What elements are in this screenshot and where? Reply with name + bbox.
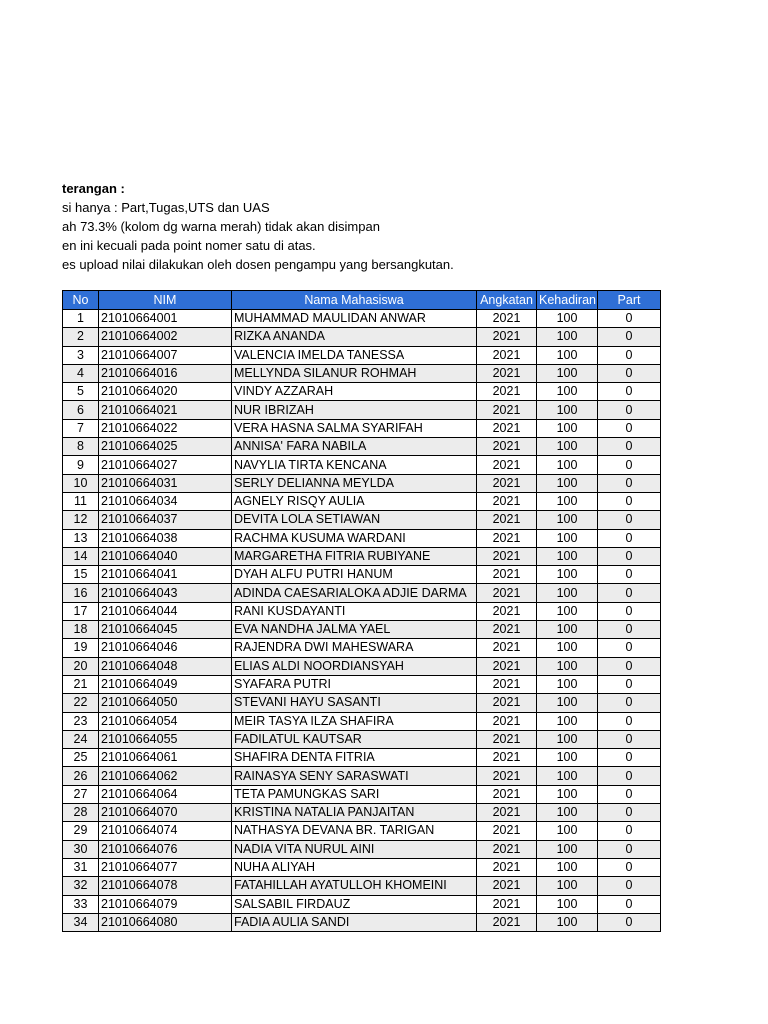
cell-nim: 21010664046 xyxy=(99,639,232,657)
cell-part: 0 xyxy=(598,822,661,840)
cell-angkatan: 2021 xyxy=(477,584,537,602)
cell-part: 0 xyxy=(598,675,661,693)
cell-nim: 21010664007 xyxy=(99,346,232,364)
cell-no: 21 xyxy=(63,675,99,693)
cell-no: 23 xyxy=(63,712,99,730)
cell-kehadiran: 100 xyxy=(537,602,598,620)
cell-no: 28 xyxy=(63,804,99,822)
cell-kehadiran: 100 xyxy=(537,639,598,657)
cell-no: 25 xyxy=(63,749,99,767)
cell-kehadiran: 100 xyxy=(537,730,598,748)
cell-nama: RAINASYA SENY SARASWATI xyxy=(232,767,477,785)
table-row xyxy=(63,566,661,584)
column-header-nim: NIM xyxy=(99,291,232,310)
cell-kehadiran: 100 xyxy=(537,767,598,785)
cell-nim: 21010664037 xyxy=(99,511,232,529)
cell-nim: 21010664064 xyxy=(99,785,232,803)
cell-kehadiran: 100 xyxy=(537,804,598,822)
cell-nim: 21010664054 xyxy=(99,712,232,730)
cell-nama: RACHMA KUSUMA WARDANI xyxy=(232,529,477,547)
table-row xyxy=(63,383,661,401)
cell-kehadiran: 100 xyxy=(537,858,598,876)
cell-no: 6 xyxy=(63,401,99,419)
cell-kehadiran: 100 xyxy=(537,547,598,565)
column-header-part: Part xyxy=(598,291,661,310)
cell-part: 0 xyxy=(598,895,661,913)
cell-nim: 21010664061 xyxy=(99,749,232,767)
table-row xyxy=(63,529,661,547)
cell-kehadiran: 100 xyxy=(537,840,598,858)
cell-kehadiran: 100 xyxy=(537,364,598,382)
cell-nim: 21010664038 xyxy=(99,529,232,547)
cell-kehadiran: 100 xyxy=(537,584,598,602)
cell-nama: MEIR TASYA ILZA SHAFIRA xyxy=(232,712,477,730)
cell-kehadiran: 100 xyxy=(537,694,598,712)
cell-angkatan: 2021 xyxy=(477,602,537,620)
table-row xyxy=(63,895,661,913)
cell-nama: NUHA ALIYAH xyxy=(232,858,477,876)
cell-kehadiran: 100 xyxy=(537,657,598,675)
table-row xyxy=(63,749,661,767)
cell-nama: NUR IBRIZAH xyxy=(232,401,477,419)
cell-no: 1 xyxy=(63,310,99,328)
cell-no: 32 xyxy=(63,877,99,895)
cell-no: 11 xyxy=(63,492,99,510)
table-row xyxy=(63,328,661,346)
cell-no: 14 xyxy=(63,547,99,565)
cell-nim: 21010664022 xyxy=(99,419,232,437)
cell-kehadiran: 100 xyxy=(537,511,598,529)
cell-no: 16 xyxy=(63,584,99,602)
cell-angkatan: 2021 xyxy=(477,419,537,437)
cell-part: 0 xyxy=(598,383,661,401)
cell-nim: 21010664079 xyxy=(99,895,232,913)
cell-angkatan: 2021 xyxy=(477,529,537,547)
cell-nama: RIZKA ANANDA xyxy=(232,328,477,346)
cell-part: 0 xyxy=(598,310,661,328)
cell-nim: 21010664055 xyxy=(99,730,232,748)
note-line-2: ah 73.3% (kolom dg warna merah) tidak akan disimpan xyxy=(62,219,380,234)
cell-kehadiran: 100 xyxy=(537,785,598,803)
cell-nim: 21010664070 xyxy=(99,804,232,822)
cell-nim: 21010664062 xyxy=(99,767,232,785)
cell-part: 0 xyxy=(598,785,661,803)
table-row xyxy=(63,840,661,858)
cell-nim: 21010664034 xyxy=(99,492,232,510)
cell-part: 0 xyxy=(598,767,661,785)
column-header-angkatan: Angkatan xyxy=(477,291,537,310)
table-row xyxy=(63,310,661,328)
cell-angkatan: 2021 xyxy=(477,858,537,876)
cell-part: 0 xyxy=(598,657,661,675)
table-row xyxy=(63,419,661,437)
cell-nama: VERA HASNA SALMA SYARIFAH xyxy=(232,419,477,437)
cell-no: 7 xyxy=(63,419,99,437)
table-row xyxy=(63,712,661,730)
cell-kehadiran: 100 xyxy=(537,310,598,328)
table-row xyxy=(63,785,661,803)
cell-angkatan: 2021 xyxy=(477,749,537,767)
cell-angkatan: 2021 xyxy=(477,675,537,693)
cell-angkatan: 2021 xyxy=(477,804,537,822)
cell-part: 0 xyxy=(598,584,661,602)
cell-angkatan: 2021 xyxy=(477,364,537,382)
cell-nim: 21010664074 xyxy=(99,822,232,840)
cell-part: 0 xyxy=(598,328,661,346)
table-row xyxy=(63,547,661,565)
table-row xyxy=(63,694,661,712)
cell-nama: SALSABIL FIRDAUZ xyxy=(232,895,477,913)
note-line-3: en ini kecuali pada point nomer satu di atas. xyxy=(62,238,316,253)
cell-angkatan: 2021 xyxy=(477,621,537,639)
cell-nama: VINDY AZZARAH xyxy=(232,383,477,401)
cell-nama: FATAHILLAH AYATULLOH KHOMEINI xyxy=(232,877,477,895)
table-row xyxy=(63,438,661,456)
table-row xyxy=(63,675,661,693)
cell-no: 33 xyxy=(63,895,99,913)
cell-nim: 21010664001 xyxy=(99,310,232,328)
cell-nama: KRISTINA NATALIA PANJAITAN xyxy=(232,804,477,822)
cell-nim: 21010664077 xyxy=(99,858,232,876)
cell-angkatan: 2021 xyxy=(477,767,537,785)
cell-part: 0 xyxy=(598,492,661,510)
cell-no: 12 xyxy=(63,511,99,529)
column-header-no: No xyxy=(63,291,99,310)
cell-no: 15 xyxy=(63,566,99,584)
cell-kehadiran: 100 xyxy=(537,895,598,913)
table-row xyxy=(63,602,661,620)
cell-nama: DEVITA LOLA SETIAWAN xyxy=(232,511,477,529)
cell-kehadiran: 100 xyxy=(537,419,598,437)
table-row xyxy=(63,492,661,510)
cell-angkatan: 2021 xyxy=(477,840,537,858)
cell-nama: RAJENDRA DWI MAHESWARA xyxy=(232,639,477,657)
table-row xyxy=(63,730,661,748)
cell-angkatan: 2021 xyxy=(477,401,537,419)
cell-kehadiran: 100 xyxy=(537,749,598,767)
cell-kehadiran: 100 xyxy=(537,712,598,730)
cell-no: 34 xyxy=(63,913,99,931)
cell-kehadiran: 100 xyxy=(537,474,598,492)
cell-nama: STEVANI HAYU SASANTI xyxy=(232,694,477,712)
cell-no: 20 xyxy=(63,657,99,675)
table-row xyxy=(63,657,661,675)
cell-angkatan: 2021 xyxy=(477,547,537,565)
cell-no: 18 xyxy=(63,621,99,639)
cell-part: 0 xyxy=(598,401,661,419)
cell-nim: 21010664031 xyxy=(99,474,232,492)
cell-part: 0 xyxy=(598,840,661,858)
table-row xyxy=(63,621,661,639)
cell-nama: SERLY DELIANNA MEYLDA xyxy=(232,474,477,492)
cell-no: 3 xyxy=(63,346,99,364)
cell-part: 0 xyxy=(598,804,661,822)
cell-nim: 21010664027 xyxy=(99,456,232,474)
cell-nama: ADINDA CAESARIALOKA ADJIE DARMA xyxy=(232,584,477,602)
cell-nim: 21010664040 xyxy=(99,547,232,565)
cell-angkatan: 2021 xyxy=(477,310,537,328)
cell-angkatan: 2021 xyxy=(477,438,537,456)
table-row xyxy=(63,822,661,840)
cell-nama: RANI KUSDAYANTI xyxy=(232,602,477,620)
table-row xyxy=(63,804,661,822)
cell-kehadiran: 100 xyxy=(537,566,598,584)
cell-angkatan: 2021 xyxy=(477,712,537,730)
cell-part: 0 xyxy=(598,438,661,456)
note-line-4: es upload nilai dilakukan oleh dosen pengampu yang bersangkutan. xyxy=(62,257,454,272)
cell-nama: FADILATUL KAUTSAR xyxy=(232,730,477,748)
cell-part: 0 xyxy=(598,566,661,584)
table-row xyxy=(63,364,661,382)
cell-nama: AGNELY RISQY AULIA xyxy=(232,492,477,510)
cell-angkatan: 2021 xyxy=(477,492,537,510)
cell-part: 0 xyxy=(598,346,661,364)
cell-nama: EVA NANDHA JALMA YAEL xyxy=(232,621,477,639)
table-row xyxy=(63,401,661,419)
cell-kehadiran: 100 xyxy=(537,492,598,510)
table-row xyxy=(63,346,661,364)
cell-nama: NATHASYA DEVANA BR. TARIGAN xyxy=(232,822,477,840)
cell-nim: 21010664041 xyxy=(99,566,232,584)
table-body xyxy=(63,310,661,932)
cell-part: 0 xyxy=(598,858,661,876)
cell-kehadiran: 100 xyxy=(537,383,598,401)
cell-nama: ELIAS ALDI NOORDIANSYAH xyxy=(232,657,477,675)
cell-no: 30 xyxy=(63,840,99,858)
cell-no: 22 xyxy=(63,694,99,712)
cell-part: 0 xyxy=(598,602,661,620)
cell-kehadiran: 100 xyxy=(537,877,598,895)
cell-no: 5 xyxy=(63,383,99,401)
cell-no: 26 xyxy=(63,767,99,785)
cell-kehadiran: 100 xyxy=(537,913,598,931)
cell-kehadiran: 100 xyxy=(537,328,598,346)
cell-nim: 21010664049 xyxy=(99,675,232,693)
cell-angkatan: 2021 xyxy=(477,785,537,803)
cell-no: 10 xyxy=(63,474,99,492)
cell-kehadiran: 100 xyxy=(537,438,598,456)
cell-part: 0 xyxy=(598,364,661,382)
cell-no: 31 xyxy=(63,858,99,876)
cell-angkatan: 2021 xyxy=(477,822,537,840)
cell-part: 0 xyxy=(598,712,661,730)
cell-angkatan: 2021 xyxy=(477,639,537,657)
cell-kehadiran: 100 xyxy=(537,822,598,840)
cell-angkatan: 2021 xyxy=(477,511,537,529)
cell-no: 4 xyxy=(63,364,99,382)
cell-nama: VALENCIA IMELDA TANESSA xyxy=(232,346,477,364)
cell-part: 0 xyxy=(598,694,661,712)
cell-nama: NAVYLIA TIRTA KENCANA xyxy=(232,456,477,474)
table-row xyxy=(63,456,661,474)
cell-part: 0 xyxy=(598,749,661,767)
cell-part: 0 xyxy=(598,547,661,565)
cell-nim: 21010664016 xyxy=(99,364,232,382)
cell-no: 19 xyxy=(63,639,99,657)
cell-part: 0 xyxy=(598,511,661,529)
cell-no: 8 xyxy=(63,438,99,456)
cell-part: 0 xyxy=(598,621,661,639)
cell-no: 17 xyxy=(63,602,99,620)
cell-nim: 21010664002 xyxy=(99,328,232,346)
grades-table xyxy=(62,290,661,932)
cell-part: 0 xyxy=(598,730,661,748)
cell-nama: MELLYNDA SILANUR ROHMAH xyxy=(232,364,477,382)
cell-kehadiran: 100 xyxy=(537,675,598,693)
cell-part: 0 xyxy=(598,913,661,931)
cell-part: 0 xyxy=(598,639,661,657)
cell-nim: 21010664020 xyxy=(99,383,232,401)
note-line-1: si hanya : Part,Tugas,UTS dan UAS xyxy=(62,200,270,215)
column-header-nama: Nama Mahasiswa xyxy=(232,291,477,310)
cell-angkatan: 2021 xyxy=(477,895,537,913)
cell-no: 9 xyxy=(63,456,99,474)
cell-kehadiran: 100 xyxy=(537,456,598,474)
cell-nim: 21010664080 xyxy=(99,913,232,931)
cell-angkatan: 2021 xyxy=(477,383,537,401)
cell-nim: 21010664043 xyxy=(99,584,232,602)
cell-angkatan: 2021 xyxy=(477,566,537,584)
cell-angkatan: 2021 xyxy=(477,657,537,675)
cell-kehadiran: 100 xyxy=(537,346,598,364)
cell-nama: SHAFIRA DENTA FITRIA xyxy=(232,749,477,767)
cell-angkatan: 2021 xyxy=(477,730,537,748)
cell-nim: 21010664076 xyxy=(99,840,232,858)
cell-no: 29 xyxy=(63,822,99,840)
cell-nama: ANNISA' FARA NABILA xyxy=(232,438,477,456)
column-header-kehadiran: Kehadiran xyxy=(537,291,598,310)
cell-angkatan: 2021 xyxy=(477,328,537,346)
table-header-row xyxy=(63,291,661,310)
cell-part: 0 xyxy=(598,474,661,492)
cell-part: 0 xyxy=(598,529,661,547)
table-row xyxy=(63,639,661,657)
cell-kehadiran: 100 xyxy=(537,401,598,419)
cell-nim: 21010664021 xyxy=(99,401,232,419)
cell-part: 0 xyxy=(598,456,661,474)
table-row xyxy=(63,474,661,492)
cell-no: 27 xyxy=(63,785,99,803)
cell-nim: 21010664048 xyxy=(99,657,232,675)
cell-angkatan: 2021 xyxy=(477,346,537,364)
cell-no: 2 xyxy=(63,328,99,346)
table-row xyxy=(63,511,661,529)
cell-kehadiran: 100 xyxy=(537,529,598,547)
cell-part: 0 xyxy=(598,419,661,437)
cell-angkatan: 2021 xyxy=(477,913,537,931)
cell-nama: NADIA VITA NURUL AINI xyxy=(232,840,477,858)
cell-nama: MUHAMMAD MAULIDAN ANWAR xyxy=(232,310,477,328)
cell-nim: 21010664050 xyxy=(99,694,232,712)
cell-no: 24 xyxy=(63,730,99,748)
cell-nim: 21010664045 xyxy=(99,621,232,639)
cell-nim: 21010664025 xyxy=(99,438,232,456)
table-row xyxy=(63,913,661,931)
notes-title: terangan : xyxy=(62,181,125,196)
cell-angkatan: 2021 xyxy=(477,474,537,492)
cell-angkatan: 2021 xyxy=(477,877,537,895)
table-row xyxy=(63,767,661,785)
cell-nim: 21010664044 xyxy=(99,602,232,620)
cell-angkatan: 2021 xyxy=(477,694,537,712)
cell-nama: FADIA AULIA SANDI xyxy=(232,913,477,931)
cell-kehadiran: 100 xyxy=(537,621,598,639)
cell-nama: TETA PAMUNGKAS SARI xyxy=(232,785,477,803)
cell-nama: MARGARETHA FITRIA RUBIYANE xyxy=(232,547,477,565)
cell-angkatan: 2021 xyxy=(477,456,537,474)
table-row xyxy=(63,584,661,602)
cell-part: 0 xyxy=(598,877,661,895)
table-row xyxy=(63,877,661,895)
cell-nama: SYAFARA PUTRI xyxy=(232,675,477,693)
table-row xyxy=(63,858,661,876)
cell-no: 13 xyxy=(63,529,99,547)
cell-nim: 21010664078 xyxy=(99,877,232,895)
cell-nama: DYAH ALFU PUTRI HANUM xyxy=(232,566,477,584)
